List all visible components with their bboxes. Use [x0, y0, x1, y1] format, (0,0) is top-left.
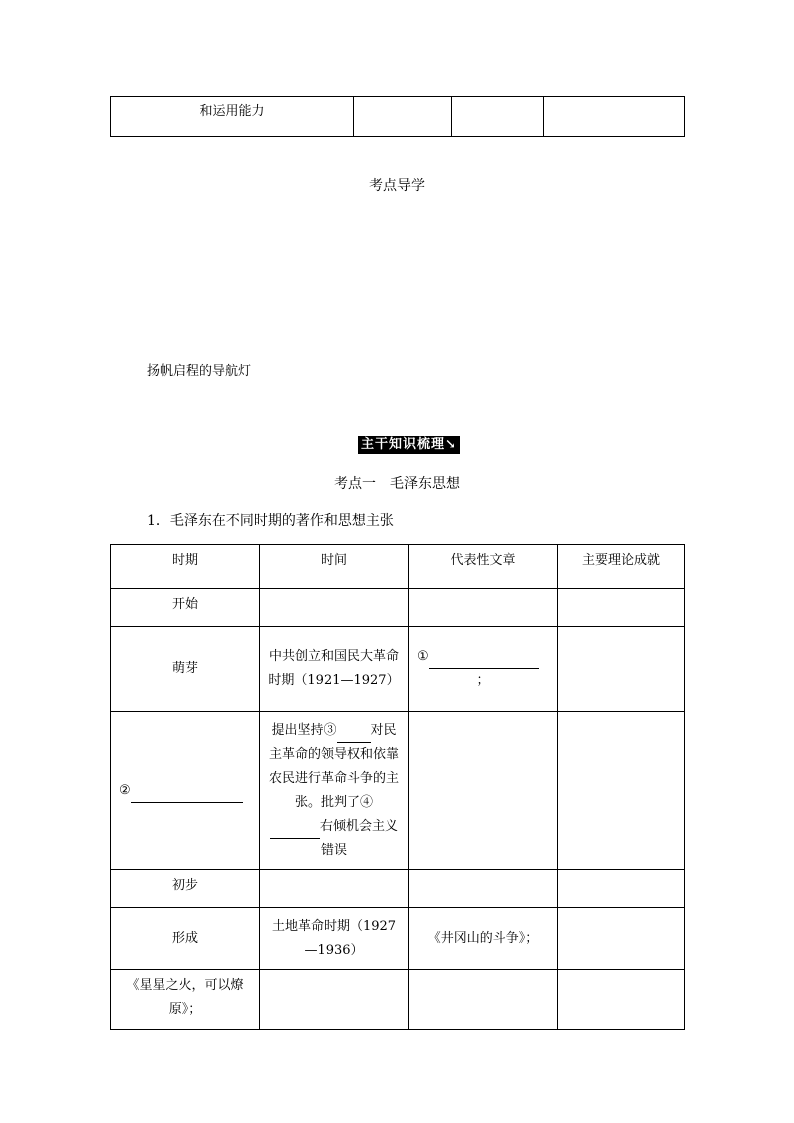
- fill-blank: [131, 784, 243, 803]
- time-cell: [260, 712, 409, 870]
- table-header-row: [111, 545, 685, 589]
- table-row: [111, 970, 685, 1030]
- table-row: [111, 870, 685, 908]
- text-part: 对民主革命的领导权和依靠农民进行革命斗争的主张。批判了④: [268, 722, 399, 810]
- empty-cell: [558, 627, 685, 712]
- period-cell: 形成: [111, 908, 260, 970]
- column-header: 代表性文章: [409, 545, 558, 589]
- table-row: [111, 712, 685, 870]
- column-header: 时期: [111, 545, 260, 589]
- empty-cell: [558, 908, 685, 970]
- article-cell: 《井冈山的斗争》；: [409, 908, 558, 970]
- time-cell: 中共创立和国民大革命时期（1921—1927）: [260, 627, 409, 712]
- table-row: [111, 589, 685, 627]
- empty-cell: [409, 589, 558, 627]
- empty-cell: [409, 870, 558, 908]
- period-cell: 《星星之火，可以燎原》；: [111, 970, 260, 1030]
- top-table-cell-empty: [544, 97, 685, 137]
- main-table: [110, 544, 685, 1030]
- fill-blank: [270, 820, 320, 839]
- blank-marker: ②: [119, 782, 131, 798]
- empty-cell: [260, 589, 409, 627]
- empty-cell: [558, 970, 685, 1030]
- table-row: [111, 908, 685, 970]
- period-cell: [111, 712, 260, 870]
- blank-tail: ；: [476, 673, 490, 688]
- time-cell: 土地革命时期（1927—1936）: [260, 908, 409, 970]
- empty-cell: [558, 589, 685, 627]
- top-table-cell: 和运用能力: [111, 97, 354, 137]
- period-cell: 初步: [111, 870, 260, 908]
- section-badge: 主干知识梳理↘: [358, 436, 460, 454]
- empty-cell: [558, 712, 685, 870]
- column-header: 时间: [260, 545, 409, 589]
- empty-cell: [260, 970, 409, 1030]
- empty-cell: [409, 970, 558, 1030]
- section-title: 考点一 毛泽东思想: [334, 476, 460, 492]
- empty-cell: [409, 712, 558, 870]
- fill-blank: [337, 724, 371, 743]
- empty-cell: [260, 870, 409, 908]
- text-part: 提出坚持③: [271, 722, 337, 738]
- column-header: 主要理论成就: [558, 545, 685, 589]
- item-title: 1．毛泽东在不同时期的著作和思想主张: [147, 513, 394, 529]
- top-table: [110, 96, 685, 137]
- text-part: 右倾机会主义错误: [319, 818, 398, 858]
- top-table-cell-empty: [354, 97, 452, 137]
- empty-cell: [558, 870, 685, 908]
- top-table-cell-empty: [452, 97, 544, 137]
- blank-marker: ①: [417, 649, 429, 664]
- table-row: [111, 627, 685, 712]
- period-cell: 开始: [111, 589, 260, 627]
- fill-blank: [429, 650, 539, 669]
- period-cell: 萌芽: [111, 627, 260, 712]
- sub-label: 扬帆启程的导航灯: [147, 364, 252, 379]
- page-heading: 考点导学: [369, 178, 425, 194]
- article-cell: [409, 627, 558, 712]
